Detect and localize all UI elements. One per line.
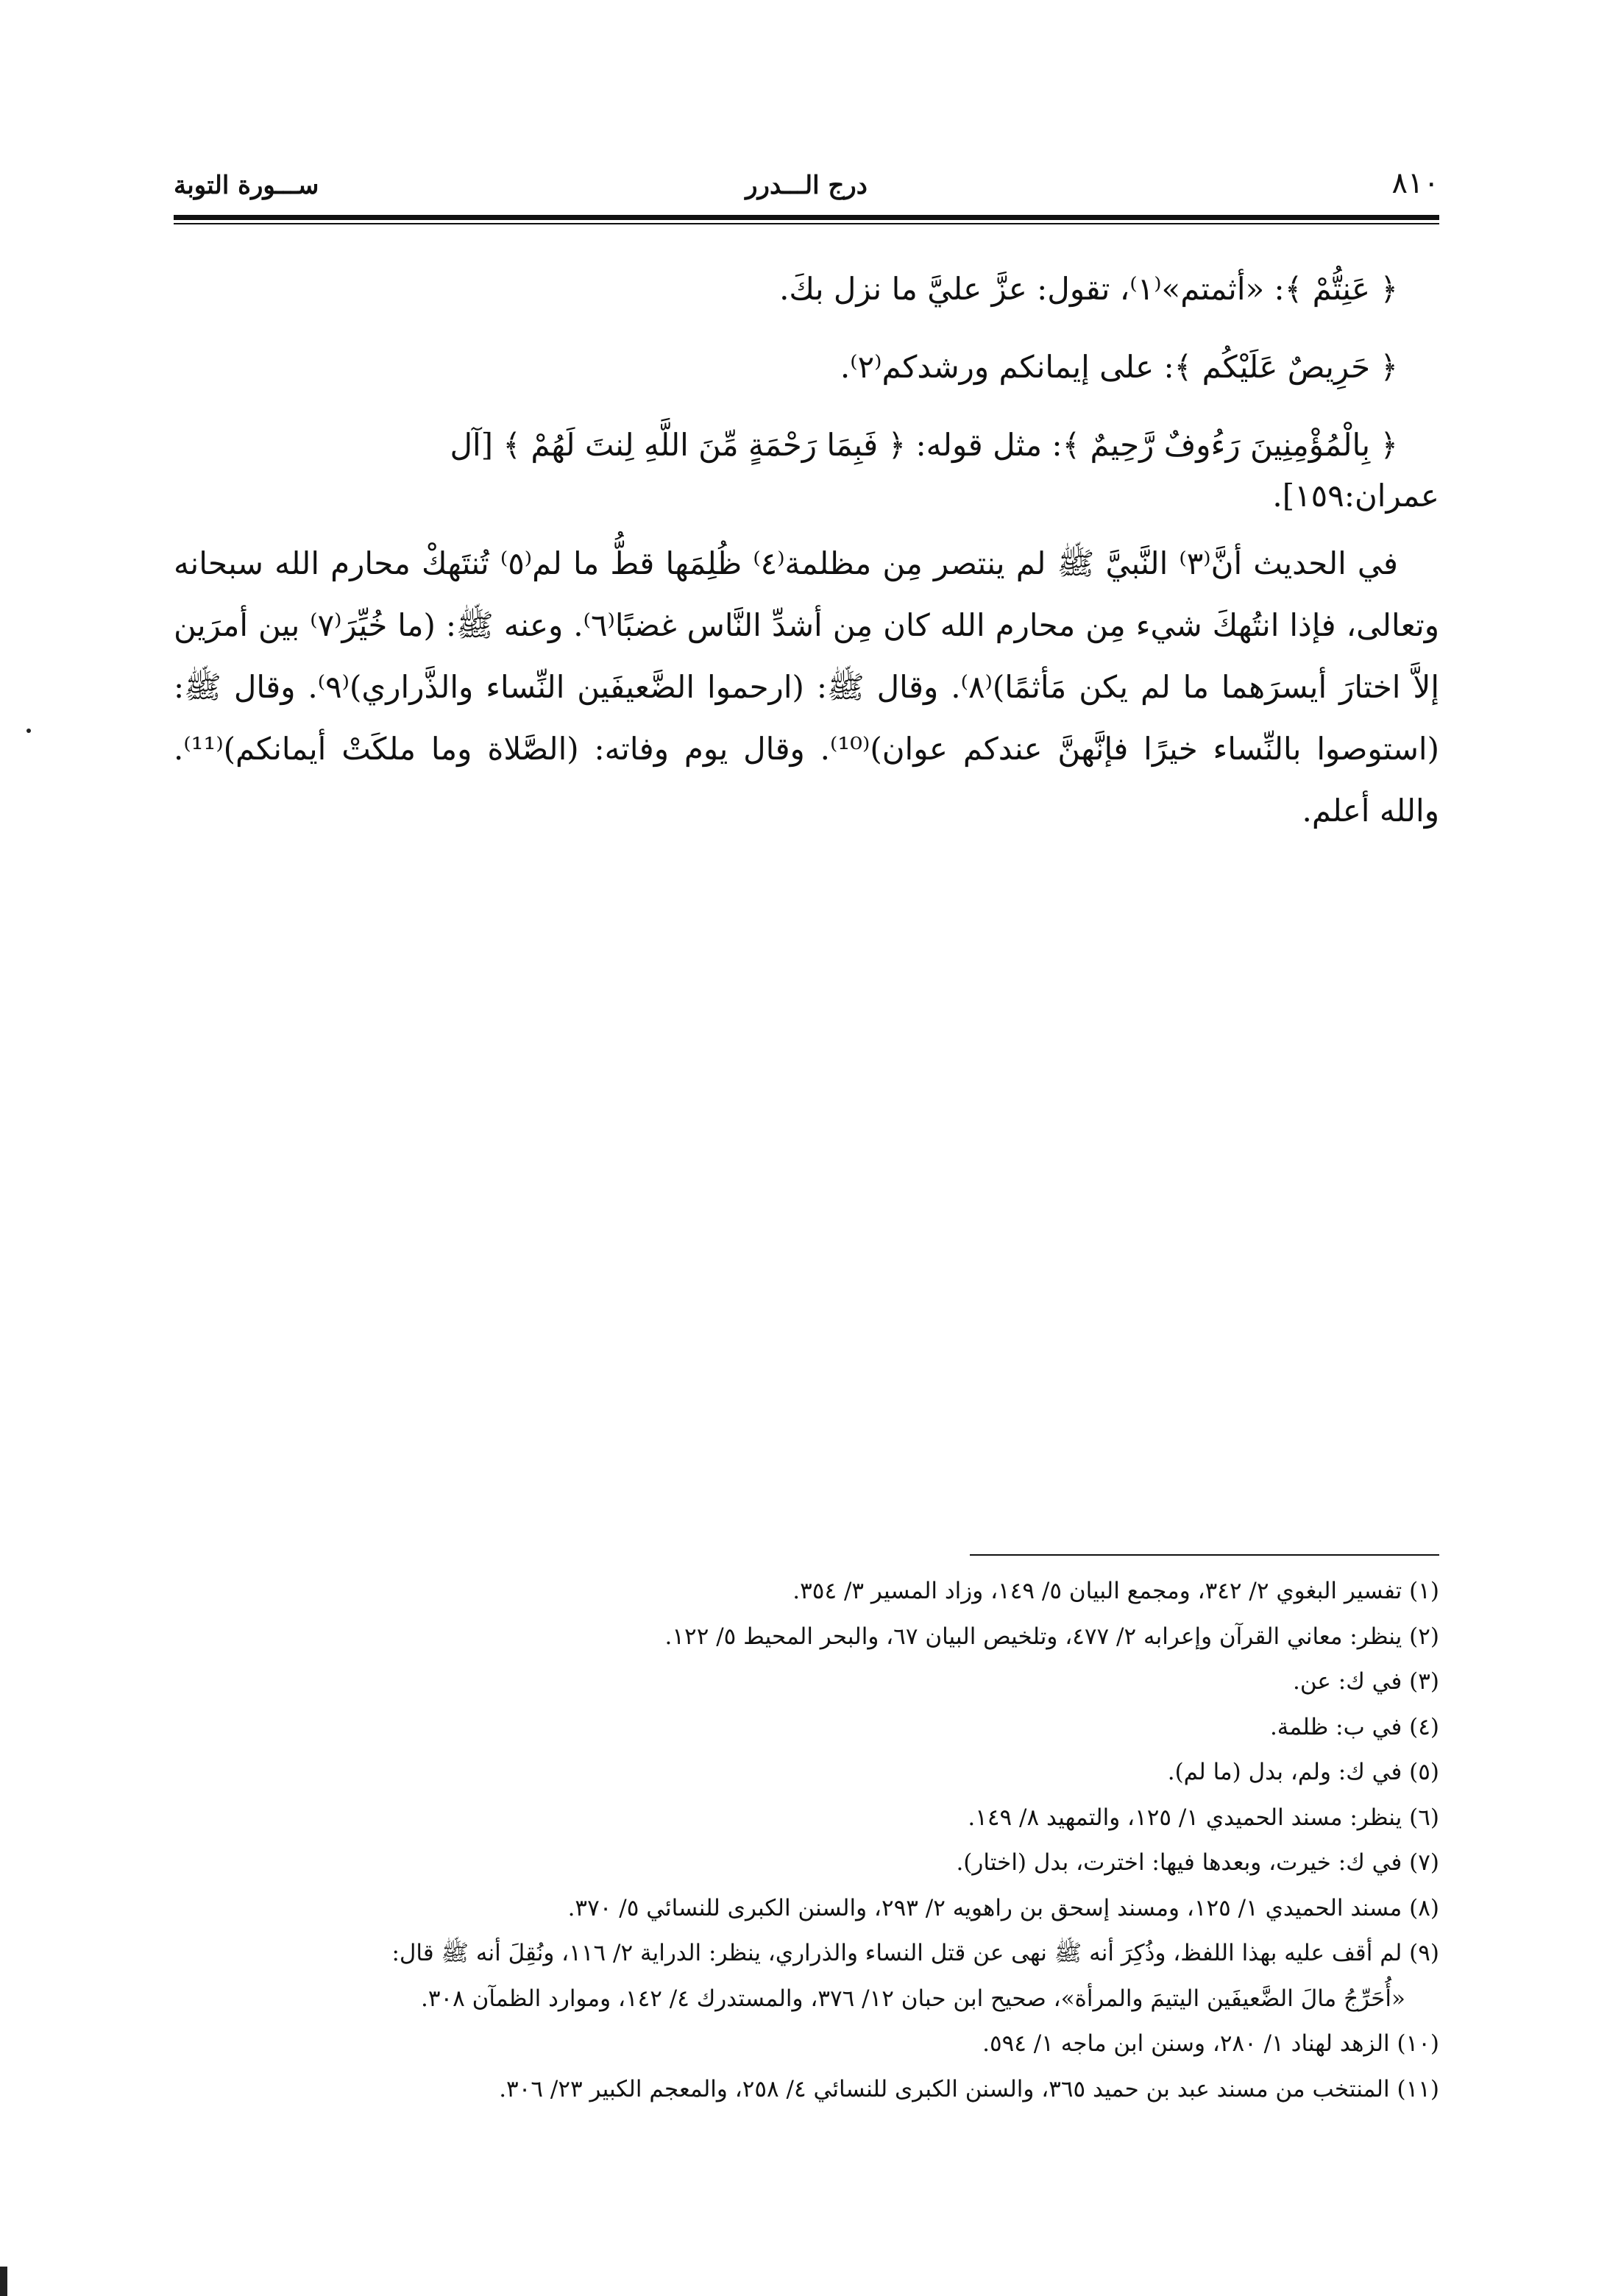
scan-edge-mark	[0, 2267, 7, 2296]
running-header	[174, 166, 1439, 215]
footnote-8: (٨) مسند الحميدي ١/ ١٢٥، ومسند إسحق بن راهويه ٢/ ٢٩٣، والسنن الكبرى للنسائي ٥/ ٣٧٠.	[567, 1894, 1439, 1921]
gloss-line-1: ﴿ عَنِتُّمْ ﴾: «أثمتم»⁽١⁾، تقول: عزَّ عليَّ ما نزل بكَ.	[779, 271, 1398, 307]
surah-title: ســـورة التوبة	[174, 171, 319, 200]
footnote-6: (٦) ينظر: مسند الحميدي ١/ ١٢٥، والتمهيد ٨/ ١٤٩.	[968, 1804, 1439, 1831]
header-rule-thin	[174, 223, 1439, 224]
scan-speck	[26, 729, 31, 733]
footnotes	[174, 1569, 1439, 2112]
footnote-5: (٥) في ك: ولم، بدل (ما لم).	[1167, 1759, 1439, 1785]
footnote-9-continued: «أُحَرِّجُ مالَ الضَّعيفَين اليتيمَ والمرأة»، صحيح ابن حبان ١٢/ ٣٧٦، والمستدرك ٤/ ١٤٢، وموارد الظمآن ٣٠٨.	[420, 1985, 1405, 2012]
footnote-2: (٢) ينظر: معاني القرآن وإعرابه ٢/ ٤٧٧، وتلخيص البيان ٦٧، والبحر المحيط ٥/ ١٢٢.	[664, 1623, 1439, 1650]
gloss-line-3: ﴿ بِالْمُؤْمِنِينَ رَءُوفٌ رَّحِيمٌ ﴾: مثل قوله: ﴿ فَبِمَا رَحْمَةٍ مِّنَ اللَّهِ لِنتَ لَهُمْ ﴾ [آل	[450, 427, 1398, 463]
page-number: ٨١٠	[1391, 166, 1439, 200]
gloss-line-2: ﴿ حَرِيصٌ عَلَيْكُم ﴾: على إيمانكم ورشدكم⁽٢⁾.	[840, 349, 1398, 385]
hadith-paragraph: في الحديث أنَّ⁽٣⁾ النَّبيَّ ﷺ لم ينتصر مِن مظلمة⁽٤⁾ ظُلِمَها قطُّ ما لم⁽٥⁾ تُنتَهكْ محارم الله سبحانه وتعالى، فإذا انتُهكَ شيء مِن محارم الله كان مِن أشدِّ النَّاس غضبًا⁽٦⁾. وعنه ﷺ: (ما خُيِّرَ⁽٧⁾ بين أمرَين إلاَّ اختارَ أيسرَهما ما لم يكن مَأثمًا)⁽٨⁾. وقال ﷺ: (ارحموا الضَّعيفَين النِّساء والذَّراري)⁽٩⁾. وقال ﷺ: (استوصوا بالنِّساء خيرًا فإنَّهنَّ عندكم عوان)⁽¹⁰⁾. وقال يوم وفاته: (الصَّلاة وما ملكَتْ أيمانكم)⁽¹¹⁾. والله أعلم.	[174, 545, 1440, 829]
book-title: درج الـــدرر	[745, 171, 868, 200]
footnote-7: (٧) في ك: خيرت، وبعدها فيها: اخترت، بدل (اختار).	[956, 1849, 1439, 1876]
footnote-separator	[970, 1554, 1439, 1556]
footnote-11: (١١) المنتخب من مسند عبد بن حميد ٣٦٥، والسنن الكبرى للنسائي ٤/ ٢٥٨، والمعجم الكبير ٢٣/ ٣٠٦.	[499, 2075, 1439, 2102]
footnote-1: (١) تفسير البغوي ٢/ ٣٤٢، ومجمع البيان ٥/ ١٤٩، وزاد المسير ٣/ ٣٥٤.	[792, 1578, 1439, 1604]
footnote-3: (٣) في ك: عن.	[1292, 1668, 1439, 1695]
gloss-line-4: عمران:١٥٩].	[1272, 478, 1439, 514]
header-rule-thick	[174, 215, 1439, 220]
main-text	[174, 250, 1439, 842]
footnote-9: (٩) لم أقف عليه بهذا اللفظ، وذُكِرَ أنه ﷺ نهى عن قتل النساء والذراري، ينظر: الدراية ٢/ ١١٦، ونُقِلَ أنه ﷺ قال:	[391, 1940, 1439, 1966]
footnote-10: (١٠) الزهد لهناد ١/ ٢٨٠، وسنن ابن ماجه ١/ ٥٩٤.	[982, 2030, 1439, 2057]
footnote-4: (٤) في ب: ظلمة.	[1269, 1713, 1439, 1740]
